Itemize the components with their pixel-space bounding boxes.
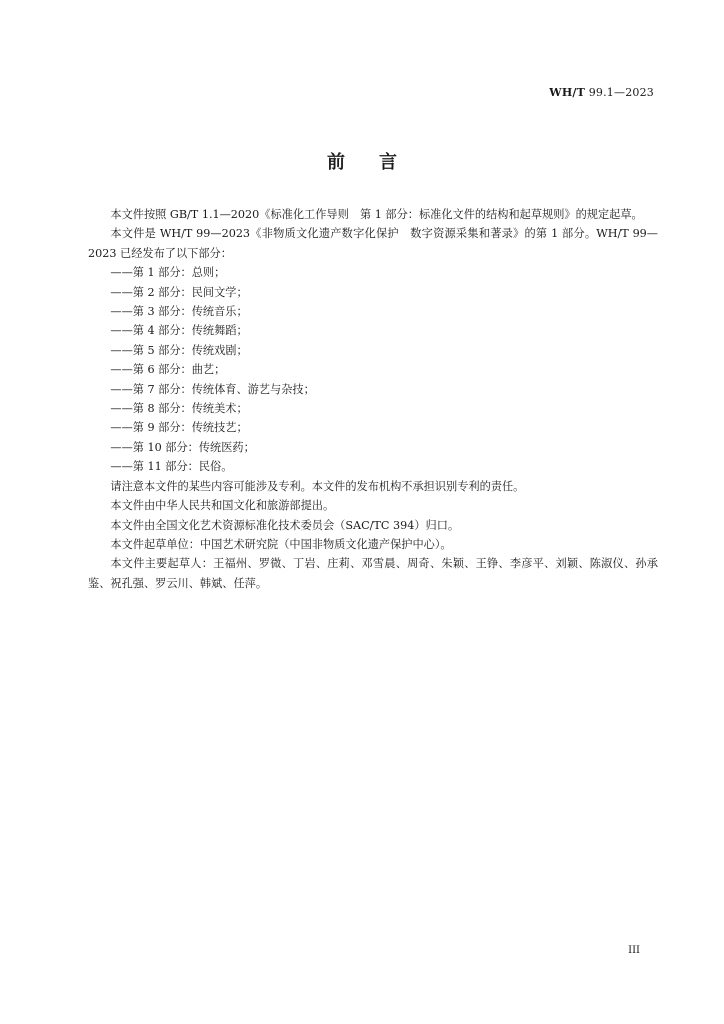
part-list-item: ——第 5 部分：传统戏剧； <box>110 343 248 357</box>
part-list-item: ——第 10 部分：传统医药； <box>110 440 255 454</box>
paragraph-drafters: 本文件主要起草人：王福州、罗微、丁岩、庄莉、邓雪晨、周奇、朱颖、王铮、李彦平、刘颖、陈淑仪、孙承鉴、祝孔强、罗云川、韩斌、任萍。 <box>88 557 658 590</box>
paragraph-drafting-unit: 本文件起草单位：中国艺术研究院（中国非物质文化遗产保护中心）。 <box>110 537 452 551</box>
page-number: III <box>628 945 640 956</box>
document-body <box>88 205 658 593</box>
part-list-item: ——第 3 部分：传统音乐； <box>110 305 248 319</box>
part-list-item: ——第 4 部分：传统舞蹈； <box>110 324 248 338</box>
paragraph-proposer: 本文件由中华人民共和国文化和旅游部提出。 <box>110 499 335 513</box>
part-list-item: ——第 8 部分：传统美术； <box>110 402 248 416</box>
document-code-number: 99.1—2023 <box>585 86 654 99</box>
part-list-item: ——第 1 部分：总则； <box>110 266 226 280</box>
page-title: 前言 <box>327 152 431 173</box>
document-code <box>549 86 654 99</box>
part-list-item: ——第 2 部分：民间文学； <box>110 285 248 299</box>
paragraph-patent-notice: 请注意本文件的某些内容可能涉及专利。本文件的发布机构不承担识别专利的责任。 <box>110 479 525 493</box>
paragraph-committee: 本文件由全国文化艺术资源标准化技术委员会（SAC/TC 394）归口。 <box>110 518 460 532</box>
paragraph-drafting-rules: 本文件按照 GB/T 1.1—2020《标准化工作导则 第 1 部分：标准化文件的结构和起草规则》的规定起草。 <box>110 208 643 221</box>
document-code-prefix: WH/T <box>549 86 586 99</box>
part-list-item: ——第 7 部分：传统体育、游艺与杂技； <box>110 382 315 396</box>
part-list-item: ——第 6 部分：曲艺； <box>110 363 226 377</box>
part-list-item: ——第 9 部分：传统技艺； <box>110 421 248 435</box>
paragraph-series-intro: 本文件是 WH/T 99—2023《非物质文化遗产数字化保护 数字资源采集和著录》的第 1 部分。WH/T 99—2023 已经发布了以下部分： <box>88 227 658 260</box>
part-list-item: ——第 11 部分：民俗。 <box>110 460 233 474</box>
